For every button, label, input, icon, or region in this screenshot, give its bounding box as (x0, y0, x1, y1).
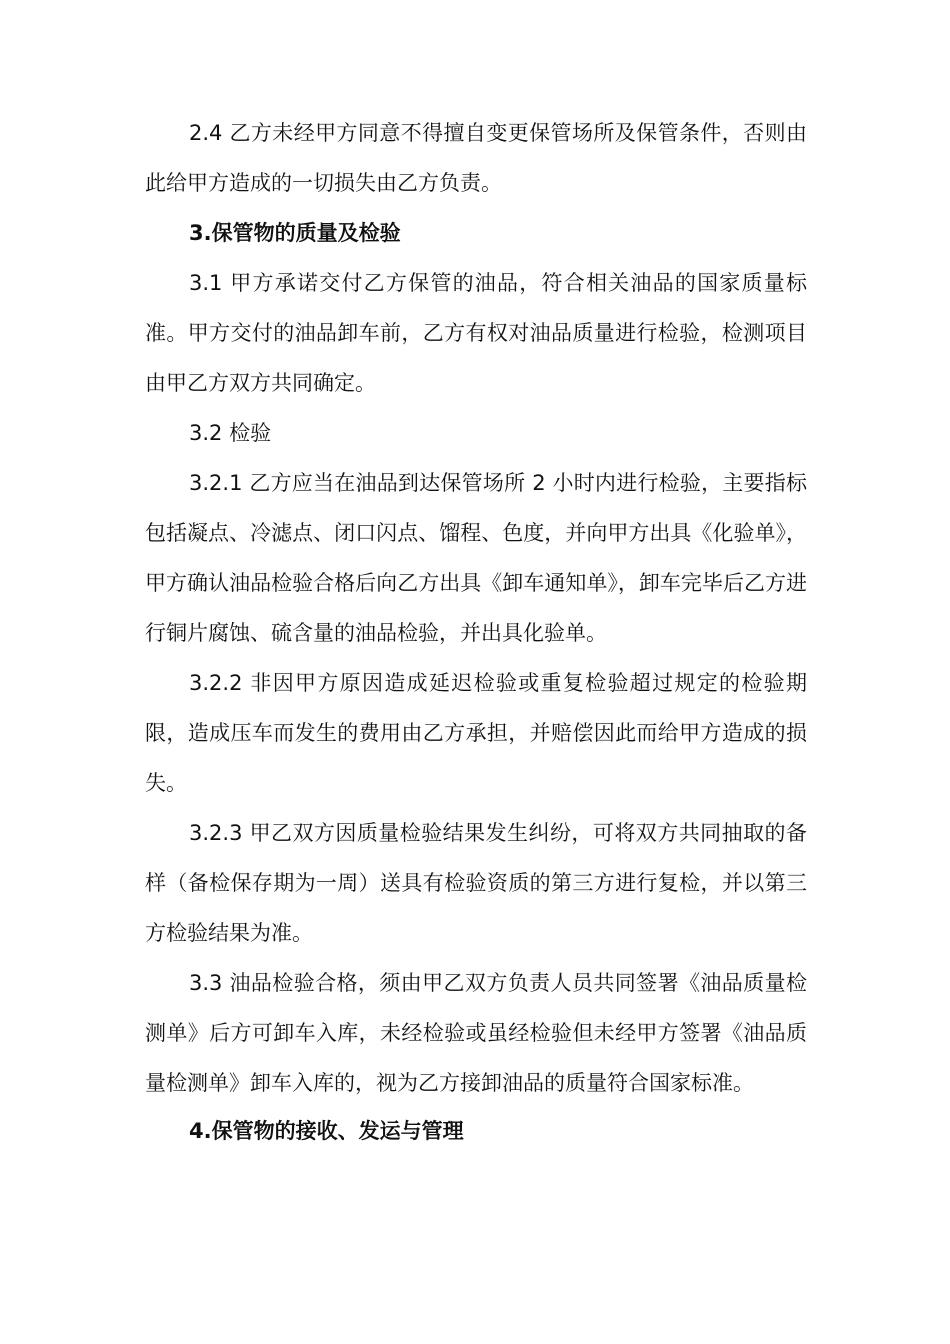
section-heading-3: 3.保管物的质量及检验 (189, 221, 401, 245)
paragraph-3-2: 3.2 检验 (189, 421, 272, 445)
paragraph-2-4: 2.4 乙方未经甲方同意不得擅自变更保管场所及保管条件，否则由此给甲方造成的一切损失由乙方负责。 (145, 121, 807, 195)
paragraph-3-2-1: 3.2.1 乙方应当在油品到达保管场所 2 小时内进行检验，主要指标包括凝点、冷滤点、闭口闪点、馏程、色度，并向甲方出具《化验单》，甲方确认油品检验合格后向乙方出具《卸车通知单》，卸车完毕后乙方进行铜片腐蚀、硫含量的油品检验，并出具化验单。 (145, 471, 807, 645)
paragraph-3-2-2: 3.2.2 非因甲方原因造成延迟检验或重复检验超过规定的检验期限，造成压车而发生的费用由乙方承担，并赔偿因此而给甲方造成的损失。 (145, 671, 807, 795)
section-heading-4: 4.保管物的接收、发运与管理 (189, 1119, 464, 1143)
paragraph-3-1: 3.1 甲方承诺交付乙方保管的油品，符合相关油品的国家质量标准。甲方交付的油品卸车前，乙方有权对油品质量进行检验，检测项目由甲乙方双方共同确定。 (145, 271, 807, 395)
paragraph-3-3: 3.3 油品检验合格，须由甲乙双方负责人员共同签署《油品质量检测单》后方可卸车入库，未经检验或虽经检验但未经甲方签署《油品质量检测单》卸车入库的，视为乙方接卸油品的质量符合国家标准。 (145, 971, 807, 1095)
paragraph-3-2-3: 3.2.3 甲乙双方因质量检验结果发生纠纷，可将双方共同抽取的备样（备检保存期为一周）送具有检验资质的第三方进行复检，并以第三方检验结果为准。 (145, 821, 807, 945)
